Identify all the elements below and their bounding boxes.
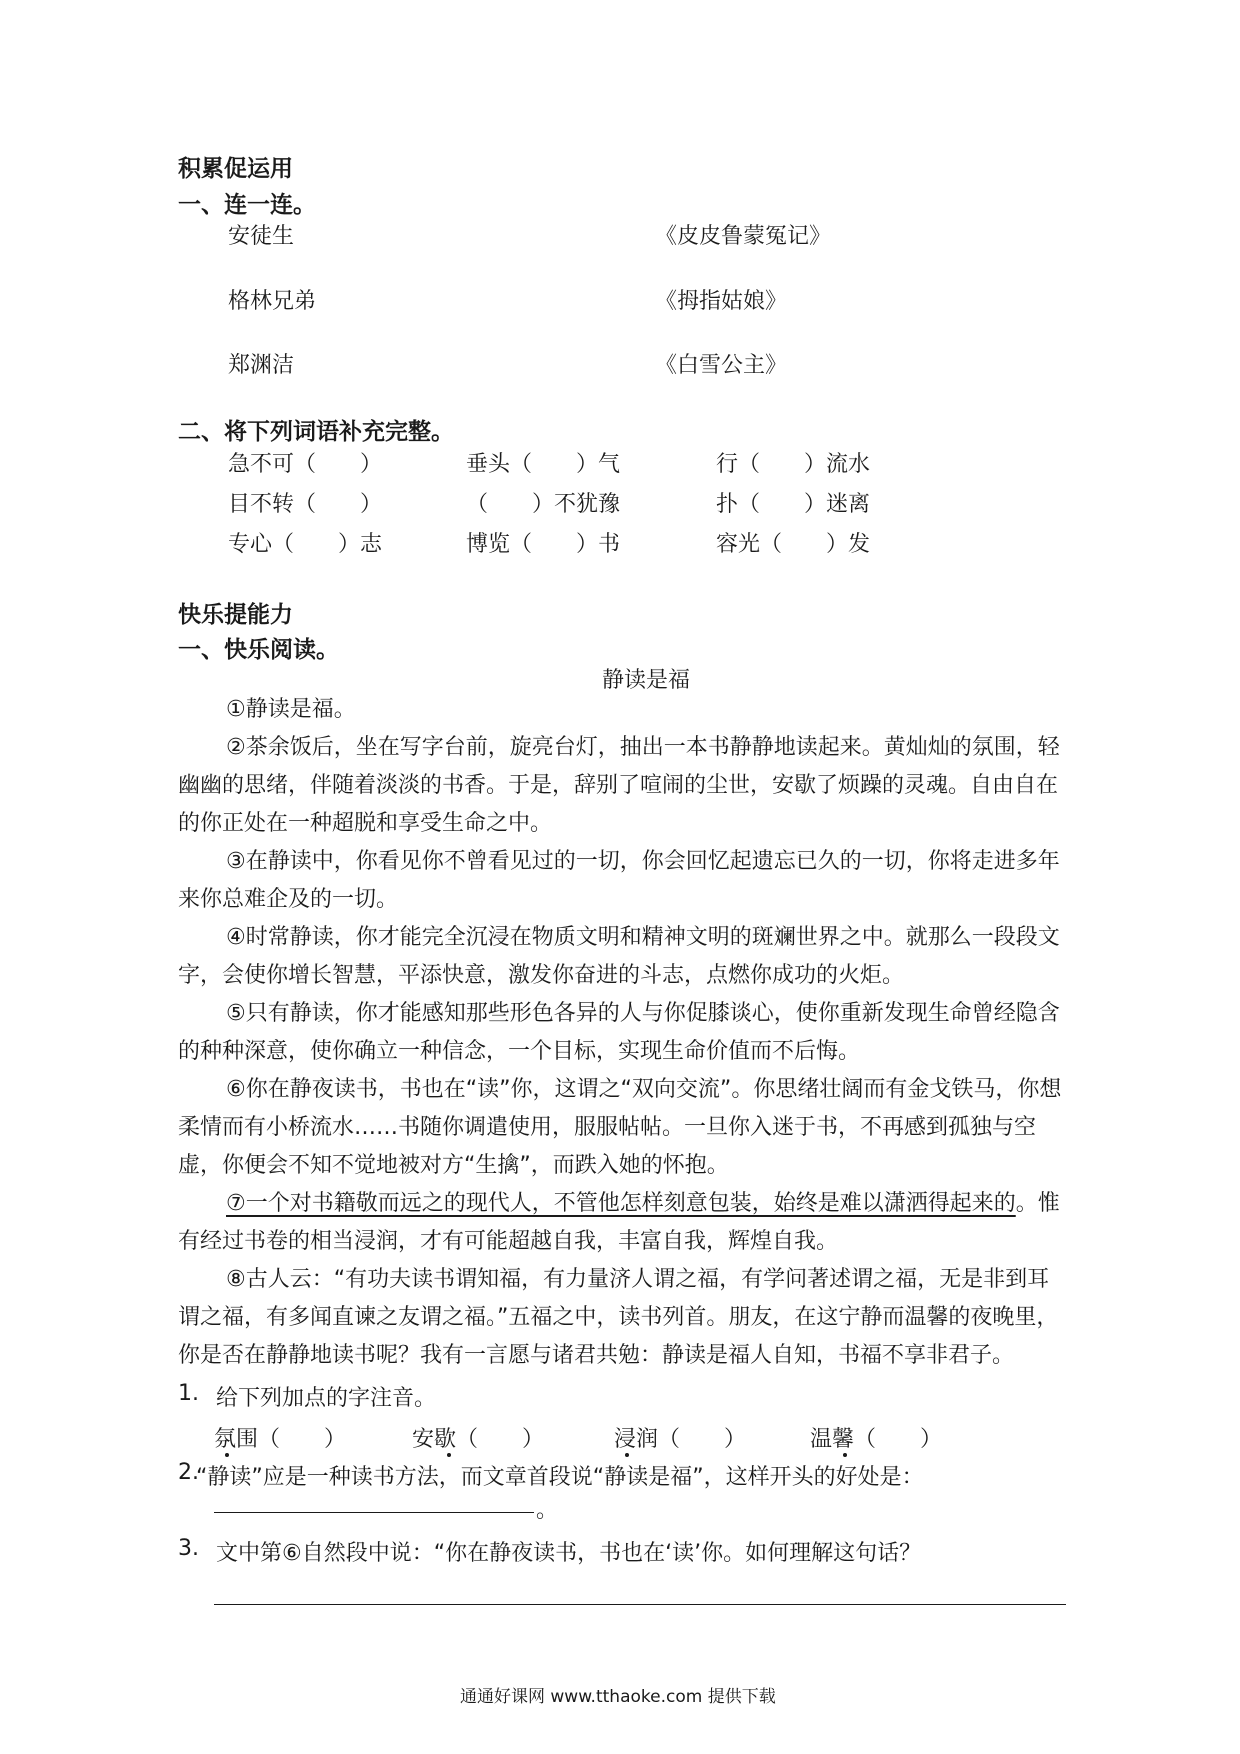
question-text: “静读”应是一种读书方法，而文章首段说“静读是福”，这样开头的好处是： bbox=[196, 1465, 924, 1490]
emphasis-dot bbox=[447, 1453, 451, 1457]
idiom-item: 垂头（ ）气 bbox=[466, 452, 621, 477]
punctuation: 。 bbox=[536, 1498, 559, 1523]
work-item: 《白雪公主》 bbox=[655, 353, 788, 378]
author-item: 郑渊洁 bbox=[228, 353, 295, 378]
q1-heading: 一、连一连。 bbox=[178, 192, 316, 218]
paragraph bbox=[178, 1261, 1068, 1375]
question-number: 1. bbox=[178, 1381, 199, 1406]
idiom-item: （ ）不犹豫 bbox=[466, 492, 621, 517]
paragraph-text: ②茶余饭后，坐在写字台前，旋亮台灯，抽出一本书静静地读起来。黄灿灿的氛围，轻幽幽的思绪，伴随着淡淡的书香。于是，辞别了喧闹的尘世，安歇了烦躁的灵魂。自由自在的你正处在一种超脱和享受生命之中。 bbox=[178, 735, 1060, 836]
paragraph-text: ①静读是福。 bbox=[226, 697, 356, 722]
paragraph bbox=[178, 1185, 1068, 1261]
answer-blank[interactable] bbox=[214, 1512, 534, 1513]
pinyin-item: 温馨（ ） bbox=[810, 1427, 943, 1452]
idiom-item: 容光（ ）发 bbox=[716, 532, 871, 557]
work-item: 《皮皮鲁蒙冤记》 bbox=[655, 224, 832, 249]
section-title-ability: 快乐提能力 bbox=[178, 602, 293, 628]
pinyin-item: 浸润（ ） bbox=[614, 1427, 747, 1452]
paragraph bbox=[178, 919, 1068, 995]
paragraph-text: ④时常静读，你才能完全沉浸在物质文明和精神文明的斑斓世界之中。就那么一段段文字，会使你增长智慧，平添快意，激发你奋进的斗志，点燃你成功的火炬。 bbox=[178, 925, 1060, 988]
paragraph-text: ⑤只有静读，你才能感知那些形色各异的人与你促膝谈心，使你重新发现生命曾经隐含的种种深意，使你确立一种信念，一个目标，实现生命价值而不后悔。 bbox=[178, 1001, 1060, 1064]
paragraph bbox=[178, 995, 1068, 1071]
idiom-item: 博览（ ）书 bbox=[466, 532, 621, 557]
emphasis-dot bbox=[625, 1453, 629, 1457]
paragraph-text: 。惟有经过书卷的相当浸润，才有可能超越自我，丰富自我，辉煌自我。 bbox=[178, 1191, 1060, 1254]
question-text: 文中第⑥自然段中说：“你在静夜读书，书也在‘读’你。如何理解这句话？ bbox=[216, 1541, 922, 1566]
q2-heading: 二、将下列词语补充完整。 bbox=[178, 419, 454, 445]
answer-line[interactable] bbox=[214, 1604, 1066, 1605]
paragraph bbox=[178, 691, 1068, 729]
idiom-item: 行（ ）流水 bbox=[716, 452, 871, 477]
author-item: 格林兄弟 bbox=[228, 289, 317, 314]
paragraph-text: ⑧古人云：“有功夫读书谓知福，有力量济人谓之福，有学问著述谓之福，无是非到耳谓之福，有多闻直谏之友谓之福。”五福之中，读书列首。朋友，在这宁静而温馨的夜晚里，你是否在静静地读书呢？我有一言愿与诸君共勉：静读是福人自知，书福不享非君子。 bbox=[178, 1267, 1059, 1368]
question-number: 2. bbox=[178, 1460, 199, 1485]
section-title-accumulation: 积累促运用 bbox=[178, 156, 293, 182]
paragraph bbox=[178, 1071, 1068, 1185]
paragraph bbox=[178, 729, 1068, 843]
footer-text: 通通好课网 www.tthaoke.com 提供下载 bbox=[460, 1687, 776, 1707]
underlined-sentence: ⑦一个对书籍敬而远之的现代人，不管他怎样刻意包装，始终是难以潇洒得起来的 bbox=[226, 1191, 1016, 1216]
author-item: 安徒生 bbox=[228, 224, 295, 249]
pinyin-item: 安歇（ ） bbox=[412, 1427, 545, 1452]
emphasis-dot bbox=[225, 1453, 229, 1457]
work-item: 《拇指姑娘》 bbox=[655, 289, 788, 314]
reading-heading: 一、快乐阅读。 bbox=[178, 637, 339, 663]
pinyin-item: 氛围（ ） bbox=[214, 1427, 347, 1452]
emphasis-dot bbox=[843, 1453, 847, 1457]
idiom-item: 目不转（ ） bbox=[228, 492, 383, 517]
question-number: 3. bbox=[178, 1536, 199, 1561]
idiom-item: 专心（ ）志 bbox=[228, 532, 383, 557]
idiom-item: 急不可（ ） bbox=[228, 452, 383, 477]
article-body bbox=[178, 691, 1068, 1375]
article-title: 静读是福 bbox=[602, 668, 691, 693]
question-text: 给下列加点的字注音。 bbox=[216, 1386, 437, 1411]
idiom-item: 扑（ ）迷离 bbox=[716, 492, 871, 517]
paragraph-text: ③在静读中，你看见你不曾看见过的一切，你会回忆起遗忘已久的一切，你将走进多年来你总难企及的一切。 bbox=[178, 849, 1060, 912]
paragraph bbox=[178, 843, 1068, 919]
paragraph-text: ⑥你在静夜读书，书也在“读”你，这谓之“双向交流”。你思绪壮阔而有金戈铁马，你想柔情而有小桥流水……书随你调遣使用，服服帖帖。一旦你入迷于书，不再感到孤独与空虚，你便会不知不觉地被对方“生擒”，而跌入她的怀抱。 bbox=[178, 1077, 1062, 1178]
